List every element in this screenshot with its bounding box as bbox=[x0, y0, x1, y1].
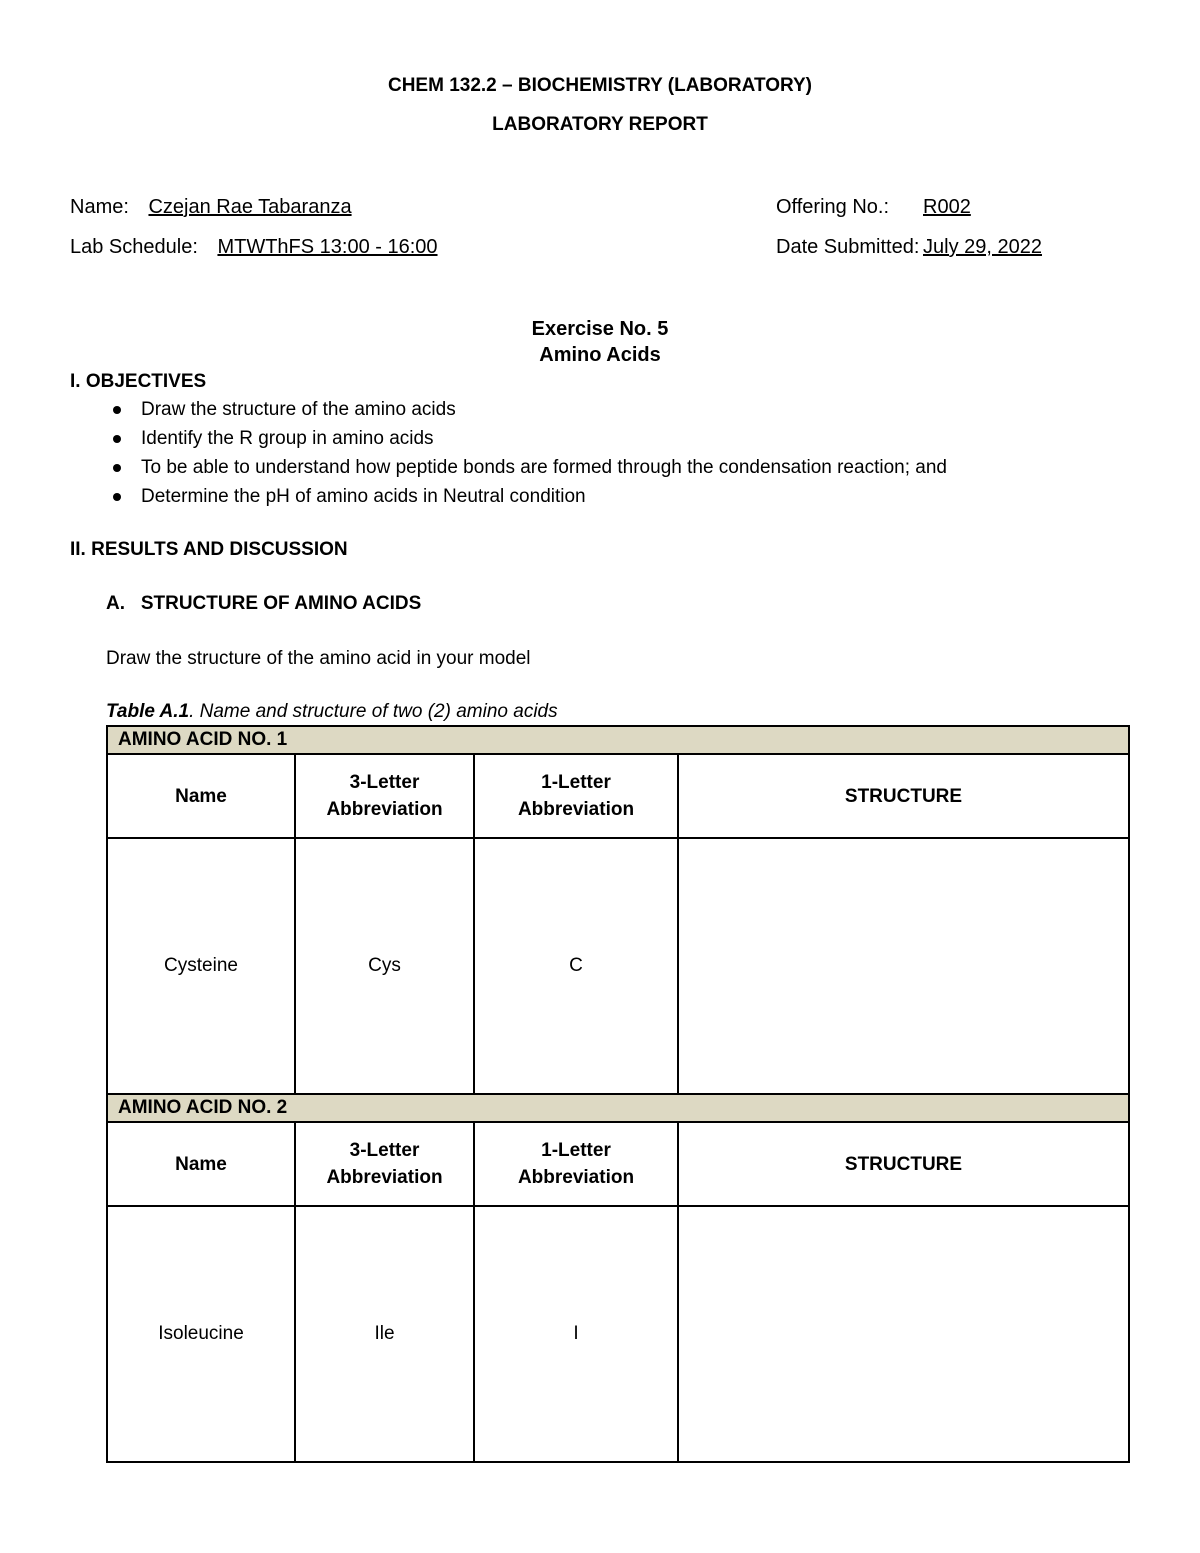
header-name: Name bbox=[107, 754, 295, 838]
table-row bbox=[107, 1206, 1129, 1462]
name-label: Name: bbox=[70, 196, 129, 218]
section-row bbox=[107, 726, 1129, 754]
objectives-heading: I. OBJECTIVES bbox=[70, 371, 207, 392]
table-caption-label: Table A.1 bbox=[106, 701, 190, 722]
date-label: Date Submitted: bbox=[776, 236, 920, 258]
list-item: Draw the structure of the amino acids bbox=[108, 398, 947, 427]
cell-structure bbox=[678, 838, 1129, 1094]
instruction-text: Draw the structure of the amino acid in your model bbox=[106, 648, 531, 669]
course-title: CHEM 132.2 – BIOCHEMISTRY (LABORATORY) bbox=[387, 75, 813, 96]
header-structure: STRUCTURE bbox=[678, 754, 1129, 838]
table-row bbox=[107, 838, 1129, 1094]
offering-label: Offering No.: bbox=[776, 196, 890, 218]
list-item: Identify the R group in amino acids bbox=[108, 427, 947, 456]
cell-one-letter: I bbox=[474, 1206, 678, 1462]
bullet-icon bbox=[113, 493, 121, 501]
cell-three-letter: Ile bbox=[295, 1206, 474, 1462]
exercise-number: Exercise No. 5 bbox=[531, 318, 669, 340]
amino-acid-table bbox=[106, 725, 1130, 1463]
name-field bbox=[70, 196, 352, 219]
bullet-icon bbox=[113, 406, 121, 414]
schedule-label: Lab Schedule: bbox=[70, 236, 198, 258]
bullet-icon bbox=[113, 435, 121, 443]
header-row bbox=[107, 754, 1129, 838]
cell-structure bbox=[678, 1206, 1129, 1462]
header-one-letter: 1-Letter Abbreviation bbox=[474, 1122, 678, 1206]
offering-value: R002 bbox=[923, 196, 971, 218]
table-caption bbox=[106, 701, 558, 723]
section-label: AMINO ACID NO. 1 bbox=[107, 726, 1129, 754]
table-caption-text: . Name and structure of two (2) amino acids bbox=[189, 701, 558, 722]
header-one-letter: 1-Letter Abbreviation bbox=[474, 754, 678, 838]
header-row bbox=[107, 1122, 1129, 1206]
results-heading: II. RESULTS AND DISCUSSION bbox=[70, 539, 348, 560]
header-name: Name bbox=[107, 1122, 295, 1206]
schedule-value: MTWThFS 13:00 - 16:00 bbox=[217, 236, 438, 258]
section-a-heading: A. STRUCTURE OF AMINO ACIDS bbox=[106, 593, 422, 614]
header-structure: STRUCTURE bbox=[678, 1122, 1129, 1206]
date-value: July 29, 2022 bbox=[923, 236, 1042, 258]
cell-name: Isoleucine bbox=[107, 1206, 295, 1462]
header-three-letter: 3-Letter Abbreviation bbox=[295, 754, 474, 838]
list-item: To be able to understand how peptide bonds are formed through the condensation reaction; and bbox=[108, 456, 947, 485]
schedule-field bbox=[70, 236, 438, 259]
objectives-list bbox=[108, 398, 947, 514]
cell-one-letter: C bbox=[474, 838, 678, 1094]
offering-field bbox=[776, 196, 889, 219]
name-value: Czejan Rae Tabaranza bbox=[148, 196, 352, 218]
section-label: AMINO ACID NO. 2 bbox=[107, 1094, 1129, 1122]
section-row bbox=[107, 1094, 1129, 1122]
cell-three-letter: Cys bbox=[295, 838, 474, 1094]
bullet-icon bbox=[113, 464, 121, 472]
header-three-letter: 3-Letter Abbreviation bbox=[295, 1122, 474, 1206]
date-field bbox=[776, 236, 919, 259]
cell-name: Cysteine bbox=[107, 838, 295, 1094]
list-item: Determine the pH of amino acids in Neutral condition bbox=[108, 485, 947, 514]
exercise-topic: Amino Acids bbox=[539, 344, 661, 366]
report-title: LABORATORY REPORT bbox=[492, 114, 708, 135]
